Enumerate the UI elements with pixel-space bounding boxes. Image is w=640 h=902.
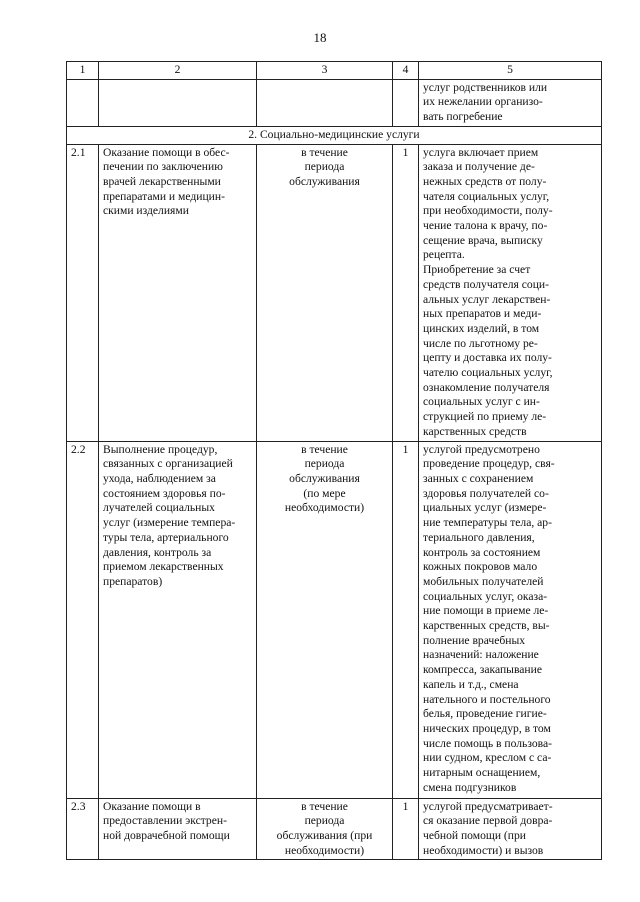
header-cell-3: 3 xyxy=(257,62,393,80)
row-number: 2.2 xyxy=(67,441,99,798)
period-line: необходимости) xyxy=(284,501,365,515)
description-line: ных препаратов и меди- xyxy=(423,307,542,321)
description-line: кожных покровов мало xyxy=(423,560,538,574)
description-line: заказа и получение де- xyxy=(423,160,535,174)
description-line: услуга включает прием xyxy=(423,145,539,159)
cell-period xyxy=(257,79,393,126)
name-line: препаратами и медицин- xyxy=(103,189,225,203)
description-line: числе помощь в пользова- xyxy=(423,736,552,750)
service-description xyxy=(419,798,602,860)
name-line: печении по заключению xyxy=(103,160,223,174)
description-line: вать погребение xyxy=(423,110,503,124)
name-line: связанных с организацией xyxy=(103,457,233,471)
table-row xyxy=(67,144,602,441)
description-line: чателю социальных услуг, xyxy=(423,366,553,380)
period-line: периода xyxy=(304,160,345,174)
description-line: нии судном, креслом с са- xyxy=(423,751,552,765)
name-line: туры тела, артериального xyxy=(103,530,229,544)
name-line: предоставлении экстрен- xyxy=(103,814,227,828)
service-name xyxy=(99,144,257,441)
name-line: ной доврачебной помощи xyxy=(103,828,230,842)
table-row xyxy=(67,441,602,798)
header-row xyxy=(67,62,602,80)
description-line: назначений: наложение xyxy=(423,648,539,662)
period-line: обслуживания xyxy=(289,471,360,485)
service-quantity: 1 xyxy=(393,798,419,860)
cell-name xyxy=(99,79,257,126)
description-line: смена подгузников xyxy=(423,780,517,794)
row-number: 2.3 xyxy=(67,798,99,860)
description-line: Приобретение за счет xyxy=(423,263,531,277)
section-row xyxy=(67,126,602,144)
description-line: териального давления, xyxy=(423,530,535,544)
name-line: Оказание помощи в xyxy=(103,799,201,813)
description-line: цепту и доставка их полу- xyxy=(423,351,552,365)
cell-qty xyxy=(393,79,419,126)
description-line: социальных услуг с ин- xyxy=(423,395,540,409)
continuation-row xyxy=(67,79,602,126)
description-line: средств получателя соци- xyxy=(423,277,549,291)
name-line: врачей лекарственными xyxy=(103,174,221,188)
description-line: ознакомление получателя xyxy=(423,380,550,394)
header-cell-5: 5 xyxy=(419,62,602,80)
description-line: полнение врачебных xyxy=(423,633,526,647)
name-line: ухода, наблюдением за xyxy=(103,471,216,485)
description-line: нических процедур, в том xyxy=(423,721,551,735)
name-line: приемом лекарственных xyxy=(103,560,224,574)
header-cell-4: 4 xyxy=(393,62,419,80)
description-line: их нежелании организо- xyxy=(423,95,543,109)
period-line: периода xyxy=(304,457,345,471)
description-line: рецепта. xyxy=(423,248,465,262)
service-quantity: 1 xyxy=(393,441,419,798)
service-period xyxy=(257,798,393,860)
description-line: ся оказание первой довра- xyxy=(423,814,553,828)
description-line: нитарным оснащением, xyxy=(423,766,541,780)
header-cell-1: 1 xyxy=(67,62,99,80)
description-line: услугой предусматривает- xyxy=(423,799,553,813)
period-line: в течение xyxy=(301,442,348,456)
table-row xyxy=(67,798,602,860)
name-line: состоянием здоровья по- xyxy=(103,486,226,500)
name-line: лучателей социальных xyxy=(103,501,215,515)
period-line: обслуживания xyxy=(289,174,360,188)
row-number: 2.1 xyxy=(67,144,99,441)
description-line: компресса, закапывание xyxy=(423,663,542,677)
description-line: контроль за состоянием xyxy=(423,545,541,559)
service-name xyxy=(99,441,257,798)
services-table xyxy=(66,61,602,860)
description-line: здоровья получателей со- xyxy=(423,486,549,500)
cell-description xyxy=(419,79,602,126)
description-line: чателя социальных услуг, xyxy=(423,189,550,203)
description-line: занных с сохранением xyxy=(423,471,534,485)
period-line: (по мере xyxy=(303,486,346,500)
description-line: ние температуры тела, ар- xyxy=(423,516,552,530)
service-description xyxy=(419,144,602,441)
description-line: нежных средств от полу- xyxy=(423,174,547,188)
name-line: услуг (измерение темпера- xyxy=(103,516,236,530)
page-number: 18 xyxy=(313,30,327,45)
description-line: циальных услуг (измере- xyxy=(423,501,547,515)
service-name xyxy=(99,798,257,860)
service-period xyxy=(257,441,393,798)
description-line: ние помощи в приеме ле- xyxy=(423,604,549,618)
header-cell-2: 2 xyxy=(99,62,257,80)
description-line: при необходимости, полу- xyxy=(423,204,553,218)
name-line: препаратов) xyxy=(103,574,163,588)
cell-num xyxy=(67,79,99,126)
period-line: необходимости) xyxy=(284,843,365,857)
service-quantity: 1 xyxy=(393,144,419,441)
description-line: карственных средств xyxy=(423,424,527,438)
description-line: цинских изделий, в том xyxy=(423,321,540,335)
description-line: струкцией по приему ле- xyxy=(423,410,547,424)
description-line: нательного и постельного xyxy=(423,692,551,706)
description-line: необходимости) и вызов xyxy=(423,843,544,857)
description-line: альных услуг лекарствен- xyxy=(423,292,551,306)
period-line: периода xyxy=(304,814,345,828)
description-line: мобильных получателей xyxy=(423,574,544,588)
description-line: услуг родственников или xyxy=(423,80,548,94)
service-description xyxy=(419,441,602,798)
description-line: сещение врача, выписку xyxy=(423,233,543,247)
description-line: карственных средств, вы- xyxy=(423,619,550,633)
description-line: услугой предусмотрено xyxy=(423,442,540,456)
period-line: обслуживания (при xyxy=(276,828,373,842)
description-line: белья, проведение гигие- xyxy=(423,707,547,721)
period-line: в течение xyxy=(301,799,348,813)
service-period xyxy=(257,144,393,441)
description-line: числе по льготному ре- xyxy=(423,336,538,350)
description-line: чебной помощи (при xyxy=(423,828,526,842)
name-line: Выполнение процедур, xyxy=(103,442,218,456)
description-line: проведение процедур, свя- xyxy=(423,457,555,471)
description-line: чение талона к врачу, по- xyxy=(423,219,548,233)
name-line: Оказание помощи в обес- xyxy=(103,145,230,159)
description-line: капель и т.д., смена xyxy=(423,677,519,691)
description-line: социальных услуг, оказа- xyxy=(423,589,548,603)
name-line: скими изделиями xyxy=(103,204,189,218)
period-line: в течение xyxy=(301,145,348,159)
name-line: давления, контроль за xyxy=(103,545,212,559)
section-title: 2. Социально-медицинские услуги xyxy=(67,126,602,144)
